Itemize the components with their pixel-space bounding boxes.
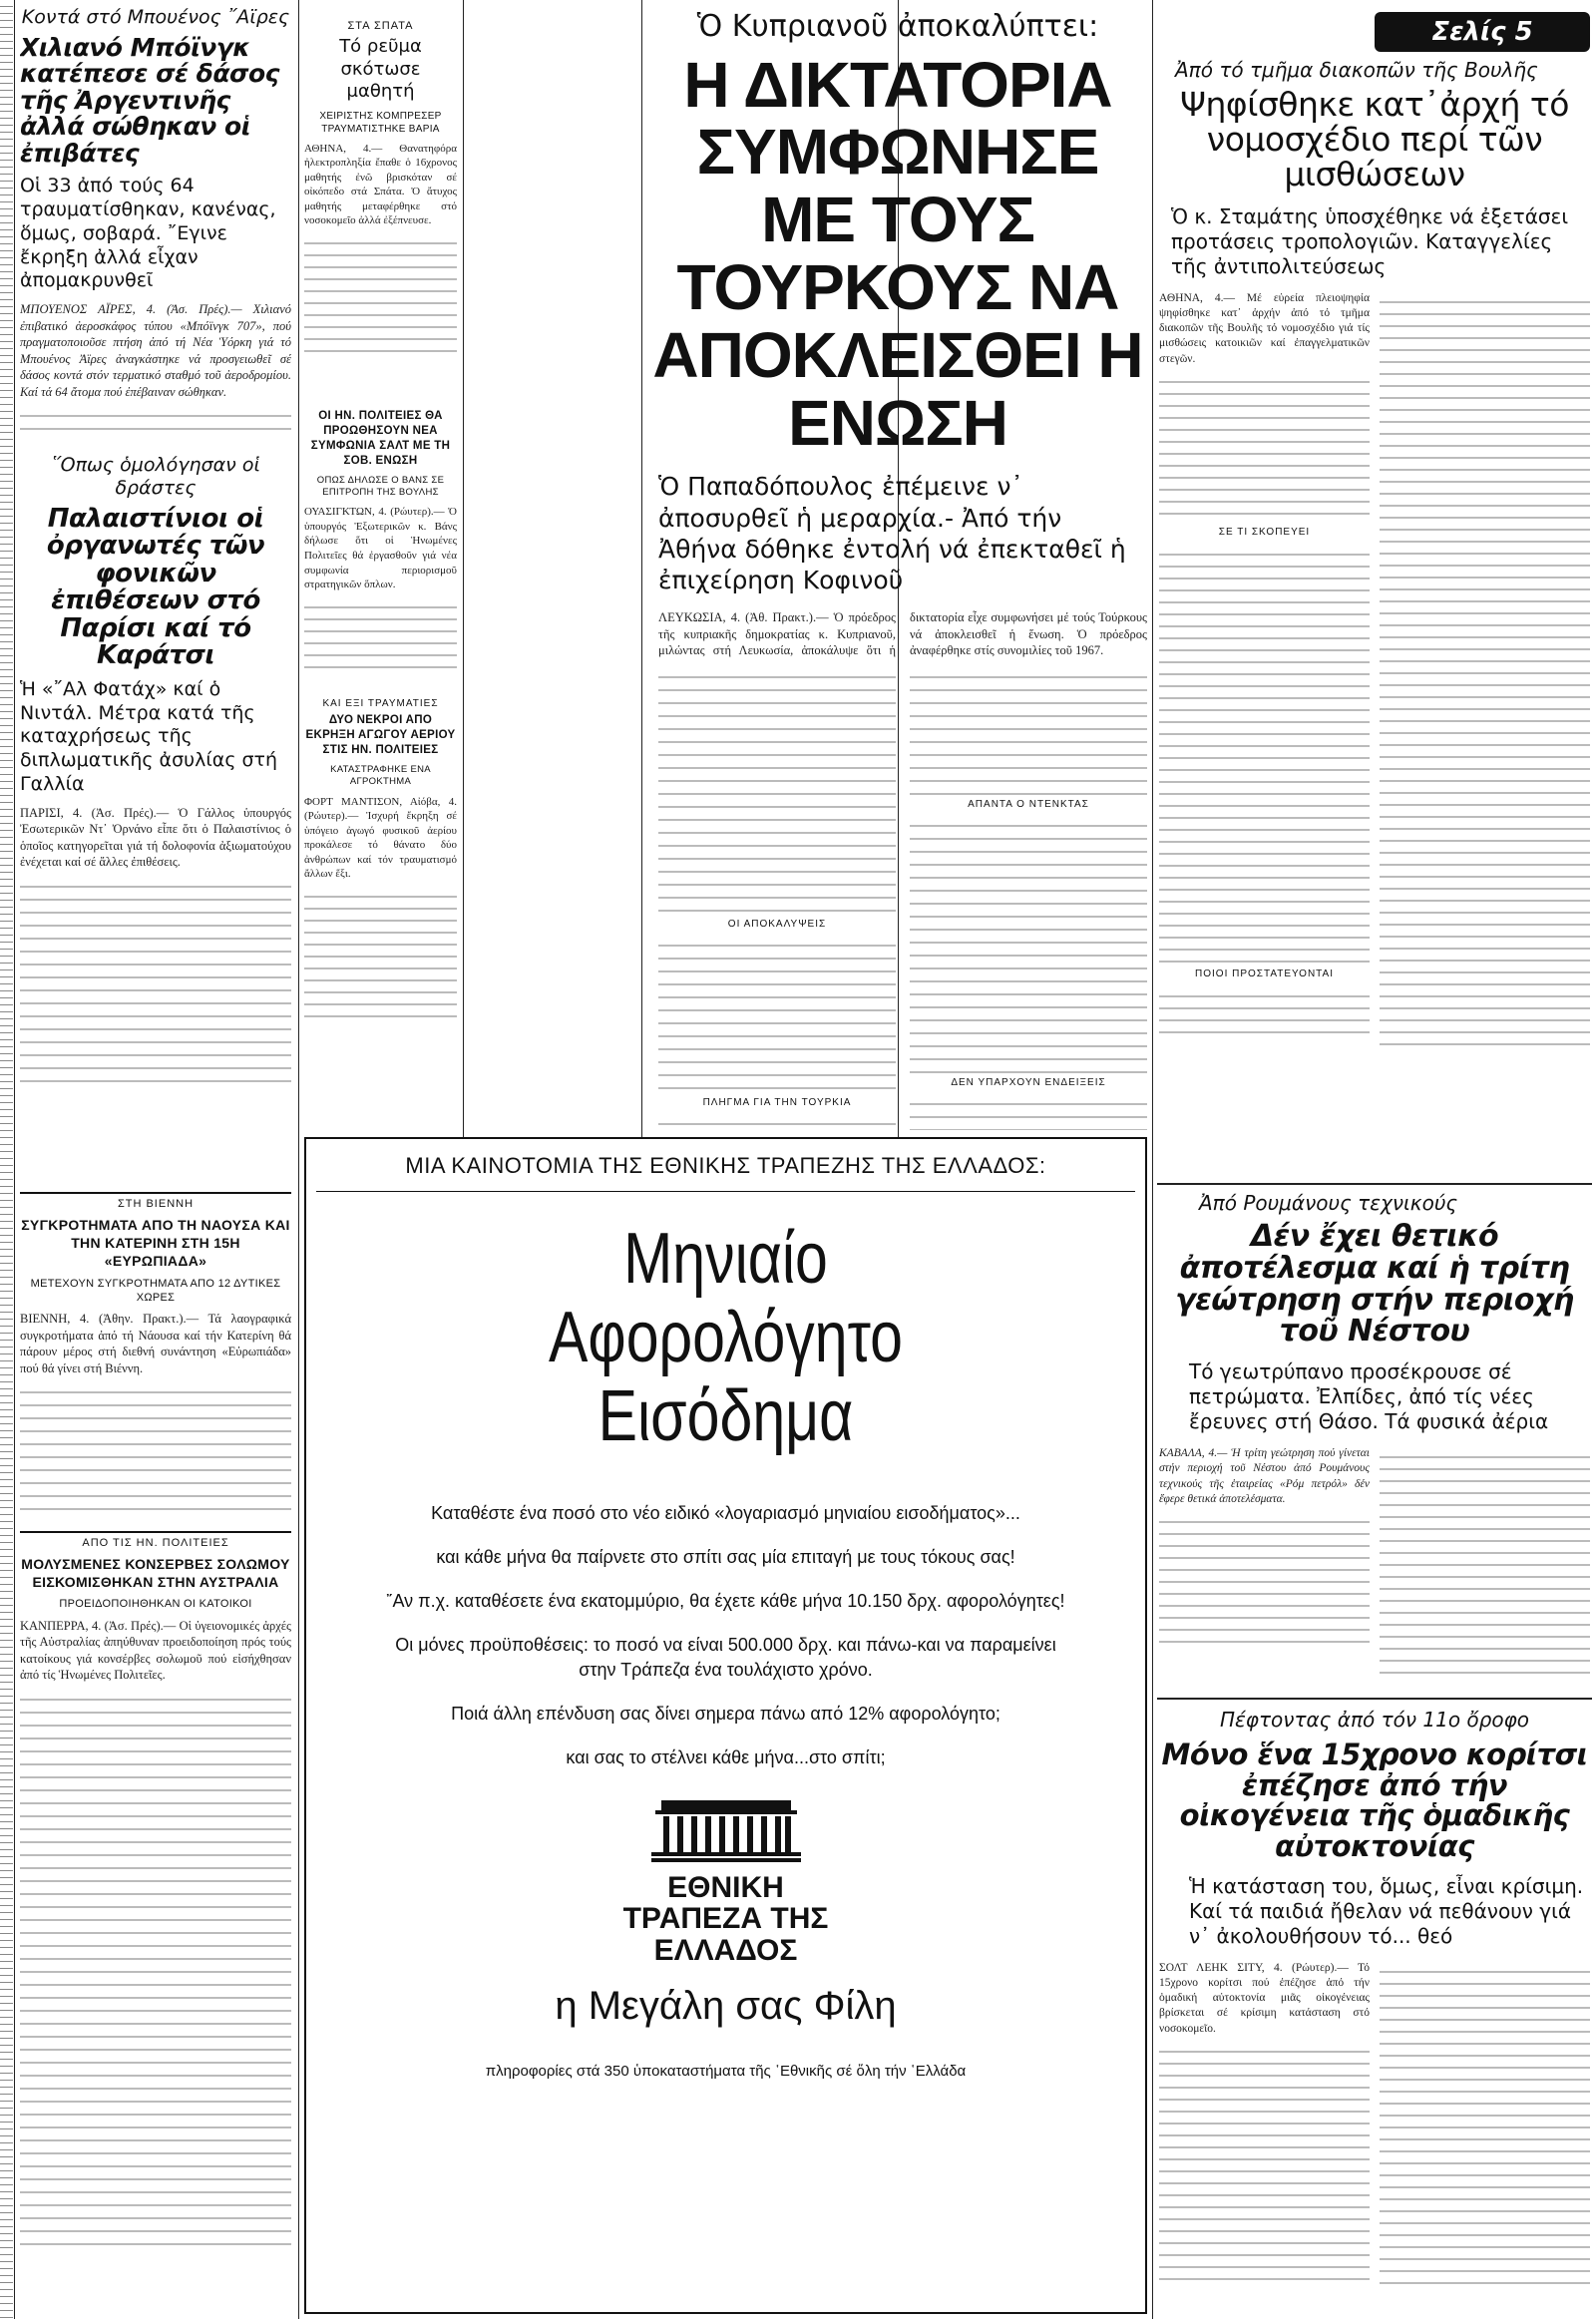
story-body-filler — [304, 596, 457, 676]
story-nestos — [1159, 1191, 1590, 1690]
story-headline: Παλαιστίνιοι οἱ ὀργανωτές τῶν φονικῶν ἐπιθέσεων στό Παρίσι καί τό Καράτσι — [46, 503, 265, 671]
ad-paragraph: ῎Αν π.χ. καταθέσετε ένα εκατομμύριο, θα έχετε κάθε μήνα 10.150 δρχ. αφορολόγητες! — [386, 1591, 1065, 1612]
story-subhead: ΜΕΤΕΧΟΥΝ ΣΥΓΚΡΟΤΗΜΑΤΑ ΑΠΟ 12 ΔΥΤΙΚΕΣ ΧΩΡΕΣ — [30, 1277, 281, 1304]
ad-paragraph: και σας το στέλνει κάθε μήνα...στο σπίτι; — [566, 1747, 886, 1768]
story-body-filler — [658, 934, 896, 1093]
story-subhead: Ἡ κατάσταση του, ὅμως, εἶναι κρίσιμη. Καί τά παιδιά ἤθελαν νά πεθάνουν γιά ν᾽ ἀκολουθήσουν τό... θεό — [1189, 1873, 1584, 1948]
column-rule — [463, 0, 464, 1137]
ad-paragraph: και κάθε μήνα θα παίρνετε στο σπίτι σας μία επιταγή με τους τόκους σας! — [436, 1546, 1015, 1567]
story-body-filler — [658, 665, 896, 915]
subheading: ΠΛΗΓΜΑ ΓΙΑ ΤΗΝ ΤΟΥΡΚΙΑ — [702, 1096, 852, 1108]
story-spata — [304, 20, 457, 389]
story-palestinians — [20, 454, 291, 1092]
bank-advertisement — [304, 1137, 1147, 2314]
lead-headline: Η ΔΙΚΤΑΤΟΡΙΑ ΣΥΜΦΩΝΗΣΕ ΜΕ ΤΟΥΣ ΤΟΥΡΚΟΥΣ ΝΑ ΑΠΟΚΛΕΙΣΘΕΙ Η ΕΝΩΣΗ — [652, 48, 1143, 459]
story-body-filler — [1159, 985, 1370, 1035]
story-kicker: Πέφτοντας ἀπό τόν 11ο ὄροφο — [1219, 1708, 1530, 1732]
story-label: ΣΤΗ ΒΙΕΝΝΗ — [20, 1192, 291, 1210]
lead-body: ΛΕΥΚΩΣΙΑ, 4. (Ἀθ. Πρακτ.).— Ὁ πρόεδρος τῆς κυπριακῆς δημοκρατίας κ. Κυπριανοῦ, μιλώντας στή Λευκωσία, ἀποκάλυψε ὅτι ἡ δικτατορία εἶχε συμφωνήσει μέ τούς Τούρκους νά ἀποκλεισθεῖ ἡ ἕνωση. Ὁ πρόεδρος ἀναφέρθηκε στίς συνομιλίες τοῦ 1967. — [658, 610, 1147, 658]
bank-name: ΕΘΝΙΚΗ ΤΡΑΠΕΖΑ ΤΗΣ ΕΛΛΑΔΟΣ — [622, 1870, 829, 1967]
subheading: ΑΠΑΝΤΑ Ο ΝΤΕΝΚΤΑΣ — [968, 798, 1089, 810]
column-rule — [1152, 0, 1153, 2319]
story-body: ΦΟΡΤ ΜΑΝΤΙΣΟΝ, Αἰόβα, 4. (Ρώυτερ).— Ἰσχυρή ἔκρηξη σέ ὑπόγειο ἀγωγό φυσικοῦ ἀερίου προκάλεσε τό θάνατο δύο ἀνθρώπων καί τόν τραυματισμό ἄλλων ἕξι. — [304, 795, 457, 881]
story-columns — [1159, 291, 1590, 1049]
story-body-filler — [20, 875, 291, 1092]
story-headline: ΔΥΟ ΝΕΚΡΟΙ ΑΠΟ ΕΚΡΗΞΗ ΑΓΩΓΟΥ ΑΕΡΙΟΥ ΣΤΙΣ ΗΝ. ΠΟΛΙΤΕΙΕΣ — [305, 714, 456, 756]
story-body-filler — [20, 1380, 291, 1520]
story-subhead: Ὁ κ. Σταμάτης ὑποσχέθηκε νά ἐξετάσει προτάσεις τροπολογιῶν. Καταγγελίες τῆς ἀντιπολιτεύσεως — [1171, 203, 1569, 278]
cutoff-column — [0, 0, 13, 2319]
story-headline: ΣΥΓΚΡΟΤΗΜΑΤΑ ΑΠΟ ΤΗ ΝΑΟΥΣΑ ΚΑΙ ΤΗΝ ΚΑΤΕΡΙΝΗ ΣΤΗ 15Η «ΕΥΡΩΠΙΑΔΑ» — [21, 1217, 290, 1270]
story-parliament — [1159, 58, 1590, 1180]
subheading: ΔΕΝ ΥΠΑΡΧΟΥΝ ΕΝΔΕΙΞΕΙΣ — [951, 1076, 1106, 1088]
story-body-filler — [910, 1092, 1147, 1130]
story-label: ΚΑΙ ΕΞΙ ΤΡΑΥΜΑΤΙΕΣ — [322, 698, 439, 709]
story-subhead: ΠΡΟΕΙΔΟΠΟΙΗΘΗΚΑΝ ΟΙ ΚΑΤΟΙΚΟΙ — [59, 1598, 252, 1611]
story-kicker: ῞Οπως ὁμολόγησαν οἱ δράστες — [51, 454, 260, 499]
section-rule — [1157, 1698, 1592, 1700]
story-label: ΑΠΟ ΤΙΣ ΗΝ. ΠΟΛΙΤΕΙΕΣ — [20, 1531, 291, 1549]
story-body-filler — [304, 886, 457, 1025]
ad-title — [306, 1220, 1145, 1457]
ad-paragraph: Ποιά άλλη επένδυση σας δίνει σημερα πάνω από 12% αφορολόγητο; — [451, 1704, 1000, 1725]
ad-paragraph: Καταθέστε ένα ποσό στο νέο ειδικό «λογαριασμό μηνιαίου εισοδήματος»... — [431, 1502, 1020, 1523]
ad-title-line: Αφορολόγητο — [549, 1298, 903, 1378]
story-vienna — [20, 1192, 291, 1521]
story-headline: ΟΙ ΗΝ. ΠΟΛΙΤΕΙΕΣ ΘΑ ΠΡΟΩΘΗΣΟΥΝ ΝΕΑ ΣΥΜΦΩΝΙΑ ΣΑΛΤ ΜΕ ΤΗ ΣΟΒ. ΕΝΩΣΗ — [310, 410, 451, 467]
page-tag — [1375, 12, 1590, 52]
story-body: ΣΟΛΤ ΛΕΗΚ ΣΙΤΥ, 4. (Ρώυτερ).— Τό 15χρονο κορίτσι πού ἐπέζησε ἀπό τήν ὁμαδική αὐτοκτονία μιᾶς οἰκογένειας βρίσκεται σέ κρίσιμη κατάσταση στό νοσοκομεῖο. — [1159, 1961, 1370, 2035]
ad-copy — [376, 1501, 1075, 1770]
column-rule — [14, 0, 15, 2319]
story-body-filler — [910, 665, 1147, 795]
story-headline: Τό ρεῦμα σκότωσε μαθητή — [339, 36, 422, 102]
story-boeing — [20, 6, 291, 437]
story-label: ΣΤΑ ΣΠΑΤΑ — [347, 20, 414, 32]
story-body-filler — [20, 1688, 291, 2246]
story-gas-explosion — [304, 698, 457, 1127]
lead-body-columns — [658, 665, 1147, 1130]
story-headline: Μόνο ἕνα 15χρονο κορίτσι ἐπέζησε ἀπό τήν οἰκογένεια τῆς ὁμαδικῆς αὐτοκτονίας — [1161, 1738, 1588, 1864]
story-subhead: Οἱ 33 ἀπό τούς 64 τραυματίσθηκαν, κανένας, ὅμως, σοβαρά. ῎Εγινε ἔκρηξη ἀλλά εἶχαν ἀπομακρυνθεῖ — [20, 175, 276, 292]
story-usa-salt — [304, 409, 457, 688]
lead-story — [469, 8, 1147, 1130]
story-headline: Δέν ἔχει θετικό ἀποτέλεσμα καί ἡ τρίτη γεώτρηση στήν περιοχή τοῦ Νέστου — [1175, 1219, 1574, 1350]
story-australia — [20, 1531, 291, 2309]
story-kicker: Ἀπό τό τμῆμα διακοπῶν τῆς Βουλῆς — [1175, 58, 1538, 82]
story-headline: Χιλιανό Μπόϊνγκ κατέπεσε σέ δάσος τῆς Ἀργεντινῆς ἀλλά σώθηκαν οἱ ἐπιβάτες — [20, 32, 279, 168]
subheading: ΣΕ ΤΙ ΣΚΟΠΕΥΕΙ — [1218, 526, 1311, 538]
story-headline: Ψηφίσθηκε κατ᾽ἀρχή τό νομοσχέδιο περί τῶν μισθώσεων — [1180, 85, 1569, 193]
story-body: ΟΥΑΣΙΓΚΤΩΝ, 4. (Ρώυτερ).— Ὁ ὑπουργός Ἐξωτερικῶν κ. Βάνς δήλωσε ὅτι οἱ Ἡνωμένες Πολιτεῖες θά ἐργασθοῦν γιά νέα συμφωνία περιορισμοῦ στρατηγικῶν ὅπλων. — [304, 506, 457, 591]
bank-building-icon — [651, 1798, 801, 1862]
story-columns — [1159, 1961, 1590, 2290]
story-body-filler — [1380, 291, 1590, 1049]
story-subhead: Ἡ «῎Αλ Φατάχ» καί ὁ Νιντάλ. Μέτρα κατά τῆς καταχρήσεως τῆς διπλωματικῆς ἀσυλίας στή Γαλλία — [20, 677, 278, 795]
story-body-filler — [1159, 2041, 1370, 2290]
story-body: ΚΑΒΑΛΑ, 4.— Ἡ τρίτη γεώτρηση πού γίνεται στήν περιοχή τοῦ Νέστου ἀπό Ρουμάνους τεχνικούς τῆς ἑταιρείας «Ρόμ πετρόλ» δέν ἔφερε θετικά ἀποτελέσματα. — [1159, 1447, 1370, 1505]
lead-subhead: Ὁ Παπαδόπουλος ἐπέμεινε ν᾽ ἀποσυρθεῖ ἡ μεραρχία.- Ἀπό τήν Ἀθήνα δόθηκε ἐντολή νά ἐπεκταθεῖ ἡ ἐπιχείρηση Κοφινοῦ — [658, 472, 1126, 595]
story-body-filler — [658, 1112, 896, 1130]
ad-title-line: Μηνιαίο — [623, 1219, 828, 1299]
story-body-filler — [1159, 1511, 1370, 1651]
story-subhead: Τό γεωτρύπανο προσέκρουσε σέ πετρώματα. Ἐλπίδες, ἀπό τίς νέες ἔρευνες στή Θάσο. Τά φυσικά ἀέρια — [1189, 1359, 1549, 1434]
story-body: ΑΘΗΝΑ, 4.— Θανατηφόρα ἠλεκτροπληξία ἔπαθε ὁ 16χρονος μαθητής ἐνῶ βρισκόταν σέ οἰκόπεδο στά Σπάτα. Ὁ ἄτυχος μαθητής μεταφέρθηκε στό νοσοκομεῖο ἀλλά ἐξέπνευσε. — [304, 142, 457, 227]
story-body: ΒΙΕΝΝΗ, 4. (Ἀθην. Πρακτ.).— Τά λαογραφικά συγκροτήματα ἀπό τή Νάουσα καί τήν Κατερίνη θά πάρουν μέρος στή διεθνή συνάντηση «Εὐρωπιάδα» πού θά γίνει στή Βιέννη. — [20, 1312, 291, 1375]
story-body-filler — [304, 232, 457, 352]
story-body-filler — [910, 814, 1147, 1073]
story-body-filler — [1380, 1961, 1590, 2290]
story-kicker: Κοντά στό Μπουένος ῎Αϊρες — [21, 6, 290, 28]
ad-title-line: Εισόδημα — [598, 1376, 854, 1457]
section-rule — [1157, 1183, 1592, 1185]
subheading: ΟΙ ΑΠΟΚΑΛΥΨΕΙΣ — [727, 918, 827, 930]
story-headline: ΜΟΛΥΣΜΕΝΕΣ ΚΟΝΣΕΡΒΕΣ ΣΟΛΩΜΟΥ ΕΙΣΚΟΜΙΣΘΗΚΑΝ ΣΤΗΝ ΑΥΣΤΡΑΛΙΑ — [21, 1556, 290, 1591]
story-columns — [1159, 1446, 1590, 1676]
story-subhead: ΧΕΙΡΙΣΤΗΣ ΚΟΜΠΡΕΣΕΡ ΤΡΑΥΜΑΤΙΣΤΗΚΕ ΒΑΡΙΑ — [319, 110, 442, 135]
story-body: ΜΠΟΥΕΝΟΣ ΑΪΡΕΣ, 4. (Ἀσ. Πρές).— Χιλιανό ἐπιβατικό ἀεροσκάφος τύπου «Μπόϊνγκ 707», πού πραγματοποιοῦσε πτήση ἀπό τή Νέα Ὑόρκη γιά τό Μπουένος Ἀϊρες ἀναγκάστηκε νά προσγειωθεῖ σέ δάσος κοντά στόν τερματικό σταθμό τοῦ ἀεροδρομίου. Καί τά 64 ἄτομα πού ἐπέβαιναν σώθηκαν. — [20, 302, 291, 399]
bank-slogan: η Μεγάλη σας Φίλη — [555, 1984, 897, 2029]
story-body-filler — [20, 404, 291, 437]
story-subhead: ΚΑΤΑΣΤΡΑΦΗΚΕ ΕΝΑ ΑΓΡΟΚΤΗΜΑ — [330, 763, 431, 788]
story-body: ΠΑΡΙΣΙ, 4. (Ἀσ. Πρές).— Ὁ Γάλλος ὑπουργός Ἐσωτερικῶν Ντ᾽ Ὀρνάνο εἶπε ὅτι ὁ Παλαιστίνιος ὁ ὁποῖος κατηγορεῖται γιά τή δολοφονία ἀξιωματούχου ἐνέχεται καί σέ ἄλλες ἐπιθέσεις. — [20, 805, 291, 870]
ad-footer: πληροφορίες στά 350 ὑποκαταστήματα τῆς ῾Εθνικῆς σέ ὅλη τήν ῾Ελλάδα — [485, 2063, 967, 2081]
story-suicide — [1159, 1708, 1590, 2311]
subheading: ΠΟΙΟΙ ΠΡΟΣΤΑΤΕΥΟΝΤΑΙ — [1195, 967, 1334, 979]
ad-paragraph: Οι μόνες προϋποθέσεις: το ποσό να είναι 500.000 δρχ. και πάνω-και να παραμείνει στην Τράπεζα ένα τουλάχιστο χρόνο. — [395, 1635, 1056, 1680]
story-kicker: Ἀπό Ρουμάνους τεχνικούς — [1199, 1191, 1458, 1215]
story-body-filler — [1159, 371, 1370, 521]
lead-kicker: Ὁ Κυπριανοῦ ἀποκαλύπτει: — [696, 9, 1099, 44]
story-body-filler — [1159, 544, 1370, 963]
story-subhead: ΟΠΩΣ ΔΗΛΩΣΕ Ο ΒΑΝΣ ΣΕ ΕΠΙΤΡΟΠΗ ΤΗΣ ΒΟΥΛΗΣ — [316, 474, 445, 499]
page-number-label: Σελίς 5 — [1431, 17, 1533, 47]
story-body: ΑΘΗΝΑ, 4.— Μέ εὐρεία πλειοψηφία ψηφίσθηκε κατ᾽ ἀρχήν ἀπό τό τμῆμα διακοπῶν τῆς Βουλῆς τό νομοσχέδιο γιά τίς μισθώσεις κατοικιῶν καί ἐπαγγελματικῶν στεγῶν. — [1159, 291, 1370, 365]
ad-top-line: ΜΙΑ ΚΑΙΝΟΤΟΜΙΑ ΤΗΣ ΕΘΝΙΚΗΣ ΤΡΑΠΕΖΗΣ ΤΗΣ ΕΛΛΑΔΟΣ: — [316, 1153, 1135, 1192]
column-rule — [298, 0, 299, 2319]
story-body: ΚΑΝΠΕΡΡΑ, 4. (Ἀσ. Πρές).— Οἱ ὑγειονομικές ἀρχές τῆς Αὐστραλίας ἀπηύθυναν προειδοποίηση πρός τούς κατοίκους γιά κονσέρβες σολωμοῦ πού εἰσήχθησαν ἀπό τίς Ἡνωμένες Πολιτεῖες. — [20, 1618, 291, 1683]
story-body-filler — [1380, 1446, 1590, 1676]
